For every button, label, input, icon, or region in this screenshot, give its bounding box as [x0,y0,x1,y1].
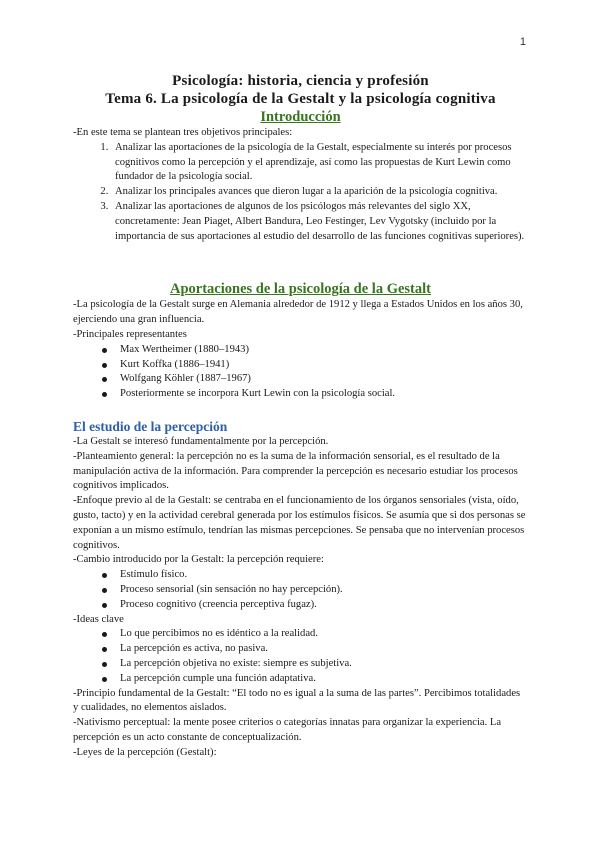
list-item: La percepción objetiva no existe: siempre es subjetiva. [110,657,528,672]
perception-paragraph: -Enfoque previo al de la Gestalt: se centraba en el funcionamiento de los órganos sensoriales (vista, oído, gusto, tacto) y en la actividad cerebral generada por los estímulos físicos. Se asumía que si dos personas se exponían a un mismo estímulo, tendrían las mismas percepciones. Se pensaba que no intervenían procesos cognitivos. [73,495,526,551]
requires-list [73,568,528,612]
perception-paragraph: -Cambio introducido por la Gestalt: la percepción requiere: [73,554,324,566]
list-item: Kurt Koffka (1886–1941) [110,358,528,373]
perception-paragraph: -Leyes de la percepción (Gestalt): [73,746,217,758]
list-item: Max Wertheimer (1880–1943) [110,343,528,358]
intro-heading: Introducción [260,109,341,125]
perception-heading: El estudio de la percepción [73,418,228,434]
intro-lead: -En este tema se plantean tres objetivos principales: [73,127,293,138]
objective-item: 1. Analizar las aportaciones de la psicología de la Gestalt, especialmente su interés por procesos cognitivos como la percepción y el aprendizaje, así como las propuestas de Kurt Lewin como fundador de la psicología social. [111,141,528,185]
list-item: La percepción cumple una función adaptativa. [110,672,528,687]
gestalt-paragraph: -Principales representantes [73,328,187,340]
perception-paragraph: -Nativismo perceptual: la mente posee criterios o categorías innatas para organizar la experiencia. La percepción es un acto constante de conceptualización. [73,717,502,743]
perception-paragraph: -Ideas clave [73,613,124,625]
gestalt-heading: Aportaciones de la psicología de la Gestalt [170,281,431,298]
objective-item: 2. Analizar los principales avances que dieron lugar a la aparición de la psicología cognitiva. [111,185,528,200]
perception-paragraph: -Planteamiento general: la percepción no es la suma de la información sensorial, es el resultado de la manipulación activa de la información. Para comprender la percepción es necesario estudiar los procesos cognitivos implicados. [73,450,518,492]
list-item: Proceso sensorial (sin sensación no hay percepción). [110,583,528,598]
objective-item: 3. Analizar las aportaciones de algunos de los psicólogos más relevantes del siglo XX, concretamente: Jean Piaget, Albert Bandura, Leo Festinger, Lev Vygotsky (incluido por la importancia de sus aportaciones al estudio del desarrollo de las funciones cognitivas superiores). [111,200,528,244]
page-number: 1 [519,36,526,48]
objectives-list [73,141,528,245]
page-content [73,72,528,760]
perception-paragraph: -Principio fundamental de la Gestalt: “El todo no es igual a la suma de las partes”. Percibimos totalidades y cualidades, no elementos aislados. [73,687,521,714]
representatives-list [73,343,528,402]
course-title: Psicología: historia, ciencia y profesión [172,73,429,89]
list-item: Proceso cognitivo (creencia perceptiva fugaz). [110,598,528,613]
topic-title: Tema 6. La psicología de la Gestalt y la psicología cognitiva [105,91,496,107]
list-item: Wolfgang Köhler (1887–1967) [110,372,528,387]
list-item: Estímulo físico. [110,568,528,583]
perception-paragraph: -La Gestalt se interesó fundamentalmente por la percepción. [73,435,329,447]
list-item: Lo que percibimos no es idéntico a la realidad. [110,627,528,642]
gestalt-paragraph: -La psicología de la Gestalt surge en Alemania alrededor de 1912 y llega a Estados Unidos en los años 30, ejerciendo una gran influencia. [73,299,523,326]
list-item: Posteriormente se incorpora Kurt Lewin con la psicología social. [110,387,528,402]
list-item: La percepción es activa, no pasiva. [110,642,528,657]
key-ideas-list [73,627,528,686]
